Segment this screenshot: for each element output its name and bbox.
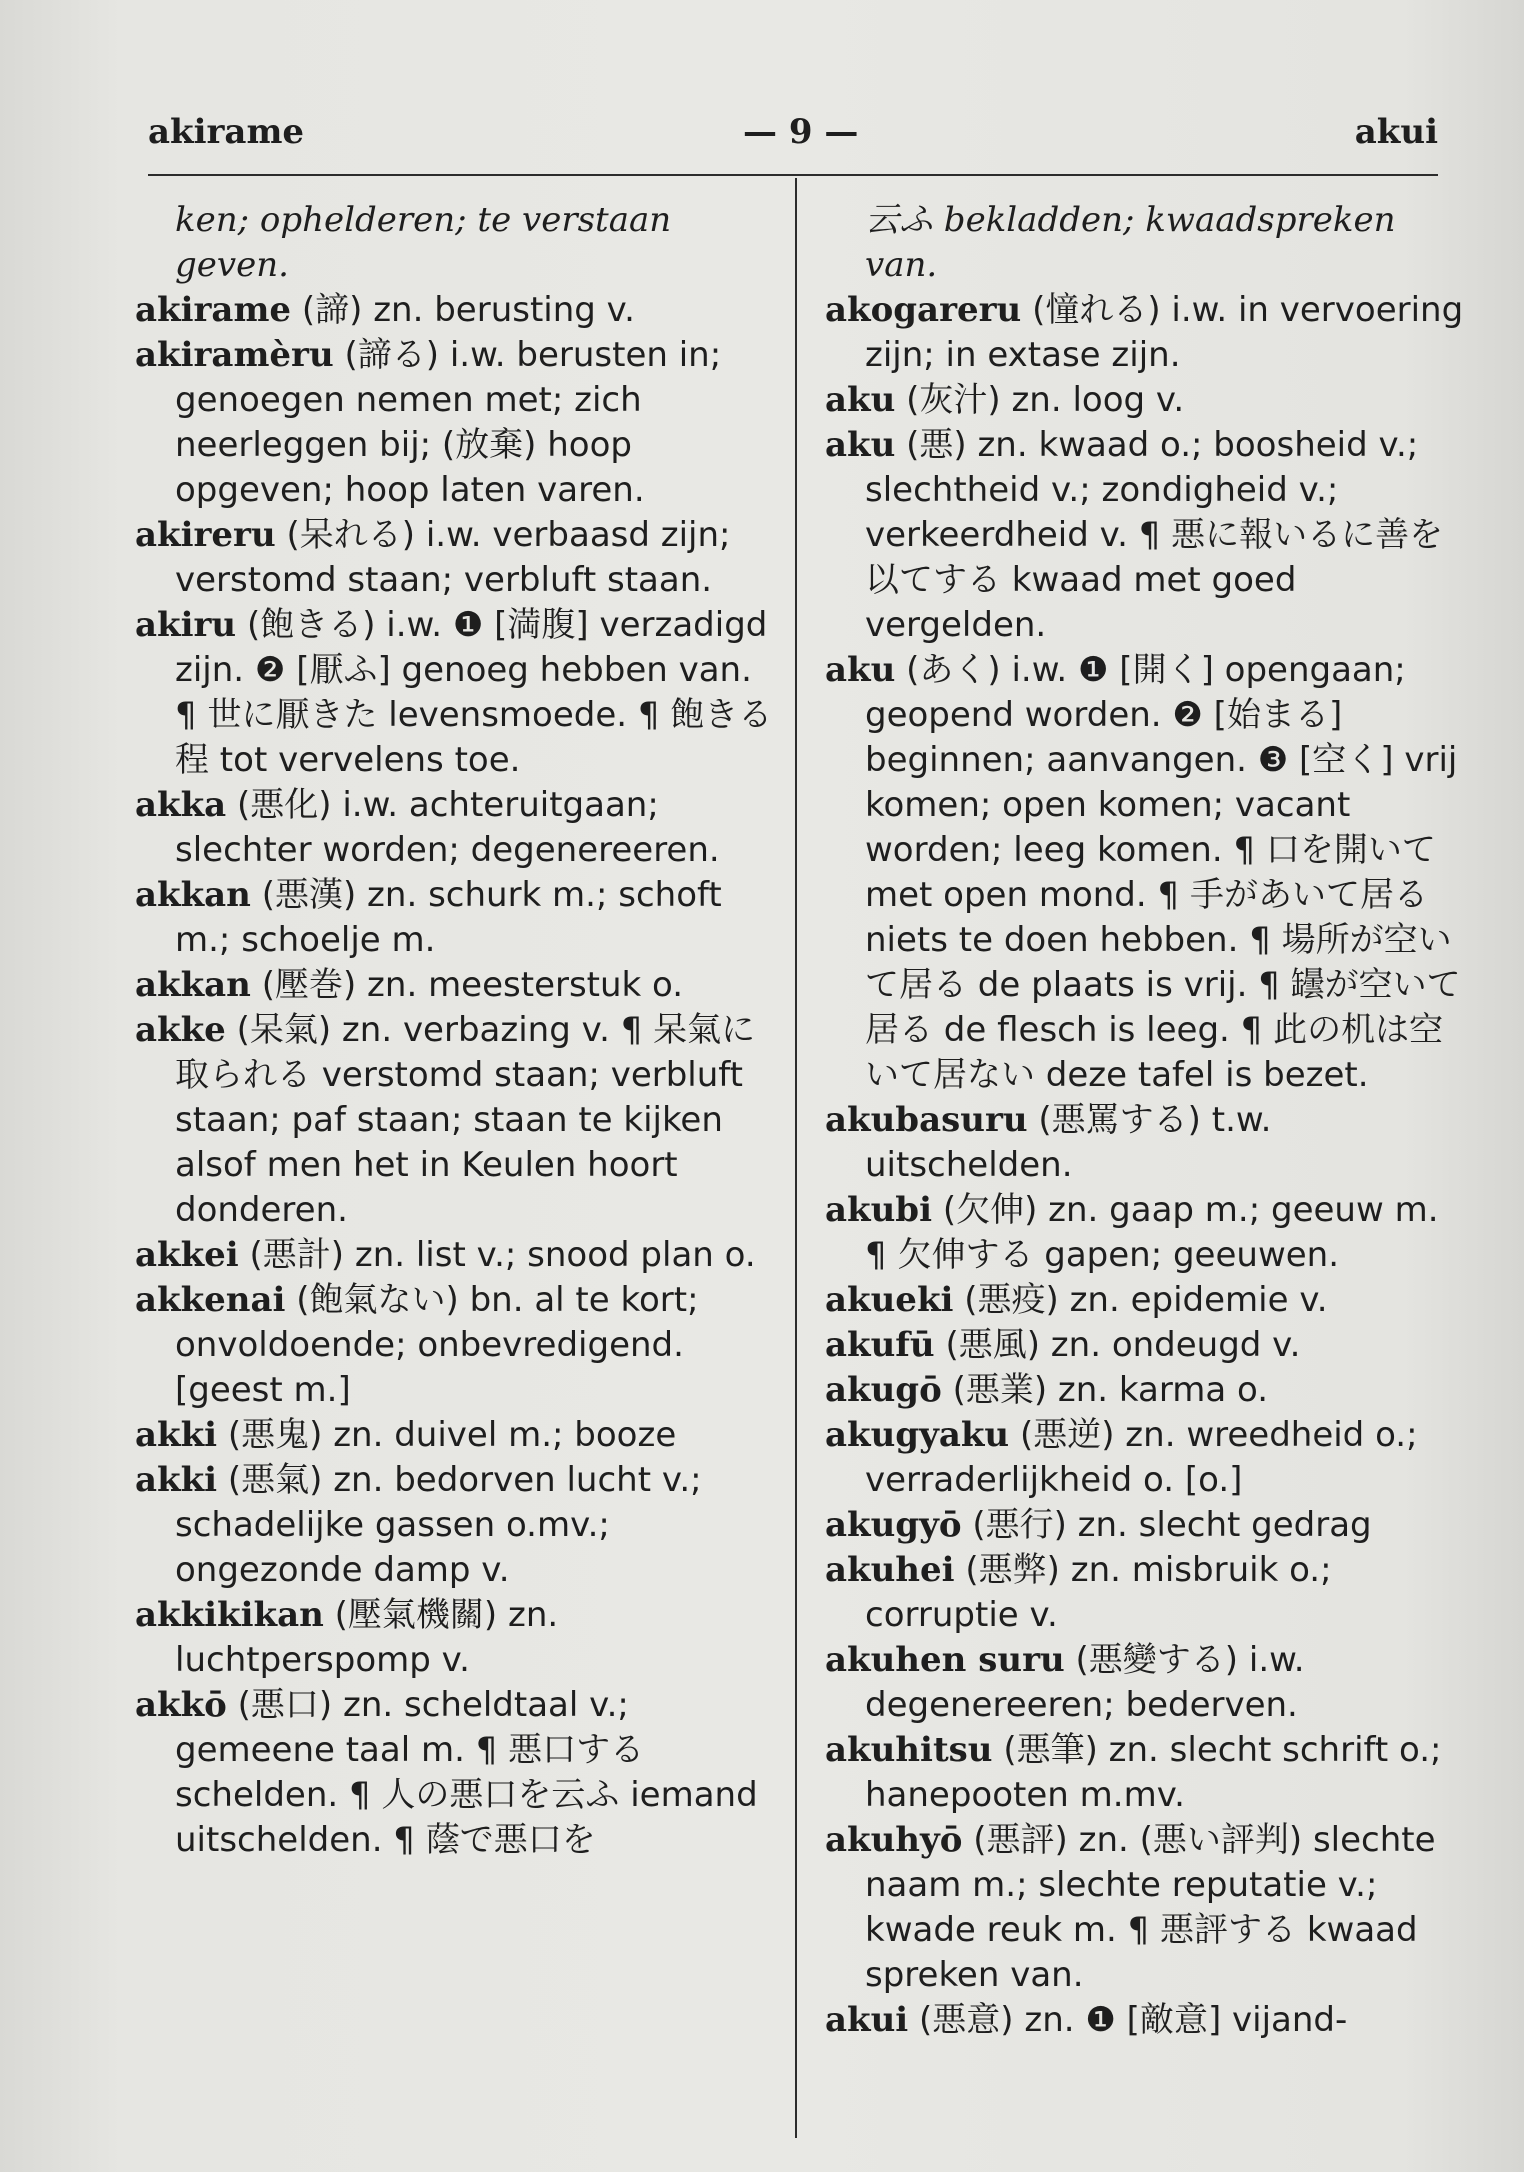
entry-body: (呆氣) zn. verbazing v. ¶ 呆氣に取られる verstomd staan; verbluft staan; paf staan; staan te kijken alsof men het in Keulen hoort donderen. [175, 1010, 756, 1230]
dictionary-entry [135, 783, 775, 873]
dictionary-entry [135, 1413, 775, 1458]
entry-body: (悪評) zn. (悪い評判) slechte naam m.; slechte reputatie v.; kwade reuk m. ¶ 悪評する kwaad spreken van. [865, 1820, 1436, 1995]
header-rule [148, 174, 1438, 176]
headword: akkei [135, 1235, 239, 1275]
entry-body: (悪氣) zn. bedorven lucht v.; schadelijke gassen o.mv.; ongezonde damp v. [175, 1460, 702, 1590]
headword: akkan [135, 965, 251, 1005]
headword: akui [825, 2000, 909, 2040]
entry-body: (悪弊) zn. misbruik o.; corruptie v. [865, 1550, 1332, 1635]
headword: akkan [135, 875, 251, 915]
headword: akugyō [825, 1505, 962, 1545]
dictionary-entry [825, 1323, 1465, 1368]
entry-body: (悪筆) zn. slecht schrift o.; hanepooten m.mv. [865, 1730, 1442, 1815]
entry-body: (諦る) i.w. berusten in; genoegen nemen met; zich neerleggen bij; (放棄) hoop opgeven; hoop laten varen. [175, 335, 722, 510]
dictionary-entry [825, 1818, 1465, 1998]
column-divider [795, 178, 797, 2138]
dictionary-entry [825, 1413, 1465, 1503]
headword: akki [135, 1415, 218, 1455]
entry-body: (悪漢) zn. schurk m.; schoft m.; schoelje m. [175, 875, 722, 960]
entry-continuation: ken; ophelderen; te verstaan geven. [175, 200, 672, 285]
entry-body: (悪) zn. kwaad o.; boosheid v.; slechtheid v.; zondigheid v.; verkeerdheid v. ¶ 悪に報いるに善を以てする kwaad met goed vergelden. [865, 425, 1444, 645]
headword: akuhyō [825, 1820, 963, 1860]
headword: akiramèru [135, 335, 334, 375]
dictionary-entry [825, 378, 1465, 423]
headword: akugō [825, 1370, 942, 1410]
headword: akubi [825, 1190, 932, 1230]
dictionary-entry [135, 873, 775, 963]
entry-body: (飽氣ない) bn. al te kort; onvoldoende; onbevredigend. [geest m.] [175, 1280, 699, 1410]
headword: aku [825, 650, 896, 690]
headword: akogareru [825, 290, 1022, 330]
headword: akirame [135, 290, 292, 330]
entry-body: (欠伸) zn. gaap m.; geeuw m. ¶ 欠伸する gapen; geeuwen. [865, 1190, 1439, 1275]
dictionary-entry [135, 603, 775, 783]
dictionary-entry [825, 648, 1465, 1098]
entry-body: (憧れる) i.w. in vervoering zijn; in extase zijn. [865, 290, 1464, 375]
entry-body: (悪逆) zn. wreedheid o.; verraderlijkheid o. [o.] [865, 1415, 1418, 1500]
entry-body: (悪罵する) t.w. uitschelden. [865, 1100, 1272, 1185]
headword: akkō [135, 1685, 227, 1725]
dictionary-entry [825, 1368, 1465, 1413]
headword: akuhei [825, 1550, 955, 1590]
dictionary-entry [135, 513, 775, 603]
dictionary-entry [135, 1233, 775, 1278]
dictionary-entry [825, 423, 1465, 648]
running-head-first-word: akirame [148, 112, 305, 152]
headword: akireru [135, 515, 276, 555]
headword: akubasuru [825, 1100, 1028, 1140]
entry-body: (壓巻) zn. meesterstuk o. [261, 965, 684, 1005]
headword: akiru [135, 605, 237, 645]
headword: akuhitsu [825, 1730, 993, 1770]
entry-body: (悪業) zn. karma o. [952, 1370, 1269, 1410]
dictionary-entry [135, 288, 775, 333]
dictionary-entry [825, 1503, 1465, 1548]
left-column [135, 198, 775, 1863]
dictionary-entry [825, 1998, 1465, 2043]
dictionary-entry [135, 1278, 775, 1413]
headword: akkikikan [135, 1595, 324, 1635]
entry-body: (悪風) zn. ondeugd v. [945, 1325, 1301, 1365]
entry-body: (飽きる) i.w. ❶ [満腹] verzadigd zijn. ❷ [厭ふ] genoeg hebben van. ¶ 世に厭きた levensmoede. ¶ 飽きる程 tot vervelens toe. [175, 605, 773, 780]
headword: akka [135, 785, 227, 825]
entry-body: (呆れる) i.w. verbaasd zijn; verstomd staan; verbluft staan. [175, 515, 731, 600]
entry-body: (あく) i.w. ❶ [開く] opengaan; geopend worden. ❷ [始まる] beginnen; aanvangen. ❸ [空く] vrij komen; open komen; vacant worden; leeg komen. ¶ 口を開いて met open mond. ¶ 手があいて居る niets te doen hebben. ¶ 場所が空いて居る de plaats is vrij. ¶ 罎が空いて居る de flesch is leeg. ¶ 此の机は空いて居ない deze tafel is bezet. [865, 650, 1461, 1095]
dictionary-entry [825, 1188, 1465, 1278]
running-head-last-word: akui [1354, 112, 1438, 152]
headword: akufū [825, 1325, 935, 1365]
entry-body: (灰汁) zn. loog v. [906, 380, 1185, 420]
dictionary-entry [135, 963, 775, 1008]
headword: aku [825, 380, 896, 420]
headword: akkenai [135, 1280, 286, 1320]
dictionary-entry [135, 333, 775, 513]
dictionary-entry [135, 1458, 775, 1593]
entry-body: (悪疫) zn. epidemie v. [964, 1280, 1328, 1320]
dictionary-entry [135, 1683, 775, 1863]
headword: akugyaku [825, 1415, 1010, 1455]
entry-body: (悪鬼) zn. duivel m.; booze [227, 1415, 677, 1455]
right-column [825, 198, 1465, 2043]
dictionary-entry [135, 1593, 775, 1683]
entry-body: (壓氣機關) zn. luchtperspomp v. [175, 1595, 559, 1680]
headword: akuhen suru [825, 1640, 1065, 1680]
dictionary-entry [825, 1278, 1465, 1323]
entry-body: (悪計) zn. list v.; snood plan o. [249, 1235, 756, 1275]
page-number: — 9 — [743, 112, 859, 152]
entry-continuation: 云ふ bekladden; kwaadspreken van. [865, 200, 1396, 285]
dictionary-entry [825, 1098, 1465, 1188]
dictionary-entry [825, 1548, 1465, 1638]
dictionary-entry [825, 288, 1465, 378]
running-head [148, 112, 1438, 162]
headword: akki [135, 1460, 218, 1500]
entry-body: (諦) zn. berusting v. [301, 290, 635, 330]
entry-body: (悪口) zn. scheldtaal v.; gemeene taal m. ¶ 悪口する schelden. ¶ 人の悪口を云ふ iemand uitschelden. ¶ 蔭で悪口を [175, 1685, 758, 1860]
entry-body: (悪變する) i.w. degenereeren; bederven. [865, 1640, 1305, 1725]
headword: akke [135, 1010, 226, 1050]
headword: akueki [825, 1280, 954, 1320]
entry-body: (悪行) zn. slecht gedrag [972, 1505, 1372, 1545]
headword: aku [825, 425, 896, 465]
entry-body: (悪意) zn. ❶ [敵意] vijand- [919, 2000, 1348, 2040]
dictionary-entry [135, 1008, 775, 1233]
entry-body: (悪化) i.w. achteruitgaan; slechter worden; degenereeren. [175, 785, 720, 870]
dictionary-entry [825, 1728, 1465, 1818]
dictionary-entry [825, 1638, 1465, 1728]
